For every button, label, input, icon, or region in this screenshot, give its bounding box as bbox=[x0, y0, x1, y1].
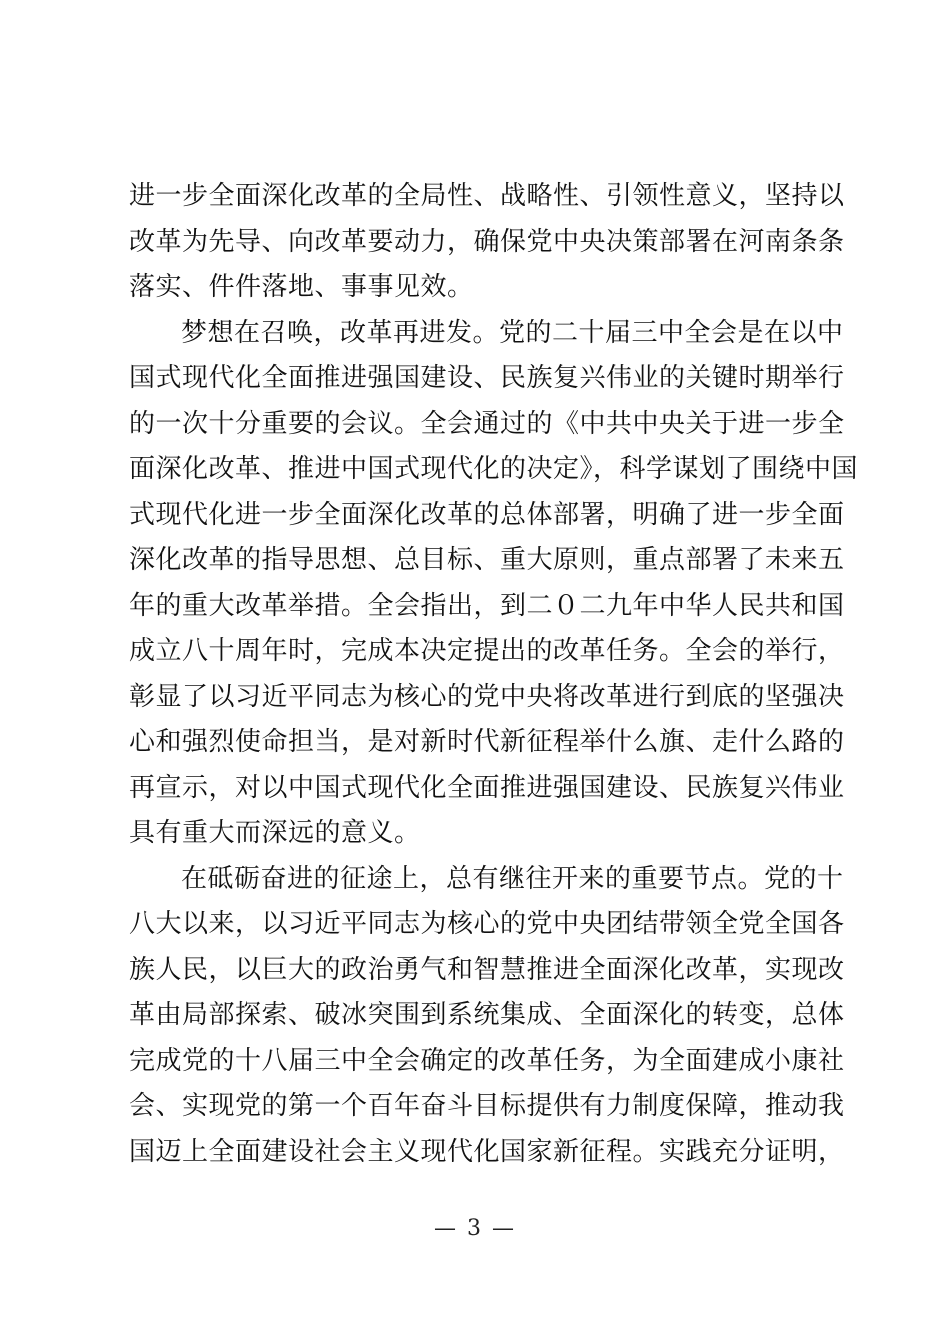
text-line: 落实、件件落地、事事见效。 bbox=[129, 272, 474, 302]
page-number: — 3 — bbox=[434, 1216, 516, 1241]
text-line: 年的重大改革举措。全会指出，到二０二九年中华人民共和国 bbox=[129, 590, 845, 621]
text-line: 国式现代化全面推进强国建设、民族复兴伟业的关键时期举行 bbox=[129, 363, 845, 393]
text-line: 具有重大而深远的意义。 bbox=[129, 818, 421, 848]
text-line: 成立八十周年时，完成本决定提出的改革任务。全会的举行， bbox=[129, 636, 845, 666]
text-line: 完成党的十八届三中全会确定的改革任务，为全面建成小康社 bbox=[129, 1045, 845, 1076]
text-line: 国迈上全面建设社会主义现代化国家新征程。实践充分证明， bbox=[129, 1136, 845, 1167]
text-line: 改革为先导、向改革要动力，确保党中央决策部署在河南条条 bbox=[129, 226, 845, 257]
paragraph-first-line: 梦想在召唤，改革再进发。党的二十届三中全会是在以中 bbox=[181, 317, 844, 348]
text-line: 式现代化进一步全面深化改革的总体部署，明确了进一步全面 bbox=[129, 499, 845, 530]
text-line: 彰显了以习近平同志为核心的党中央将改革进行到底的坚强决 bbox=[129, 681, 845, 712]
text-line: 会、实现党的第一个百年奋斗目标提供有力制度保障，推动我 bbox=[129, 1091, 845, 1121]
text-line: 八大以来，以习近平同志为核心的党中央团结带领全党全国各 bbox=[129, 909, 845, 939]
text-line: 深化改革的指导思想、总目标、重大原则，重点部署了未来五 bbox=[129, 545, 845, 575]
text-line: 面深化改革、推进中国式现代化的决定》，科学谋划了围绕中国 bbox=[129, 454, 859, 484]
text-line: 心和强烈使命担当，是对新时代新征程举什么旗、走什么路的 bbox=[129, 727, 845, 757]
text-line: 再宣示，对以中国式现代化全面推进强国建设、民族复兴伟业 bbox=[129, 772, 845, 803]
text-line: 族人民，以巨大的政治勇气和智慧推进全面深化改革，实现改 bbox=[129, 954, 845, 985]
text-line: 革由局部探索、破冰突围到系统集成、全面深化的转变，总体 bbox=[129, 1000, 845, 1030]
paragraph-first-line: 在砥砺奋进的征途上，总有继往开来的重要节点。党的十 bbox=[181, 863, 844, 894]
body-text bbox=[129, 174, 859, 1175]
text-line: 的一次十分重要的会议。全会通过的《中共中央关于进一步全 bbox=[129, 408, 845, 439]
text-line: 进一步全面深化改革的全局性、战略性、引领性意义，坚持以 bbox=[129, 181, 845, 211]
